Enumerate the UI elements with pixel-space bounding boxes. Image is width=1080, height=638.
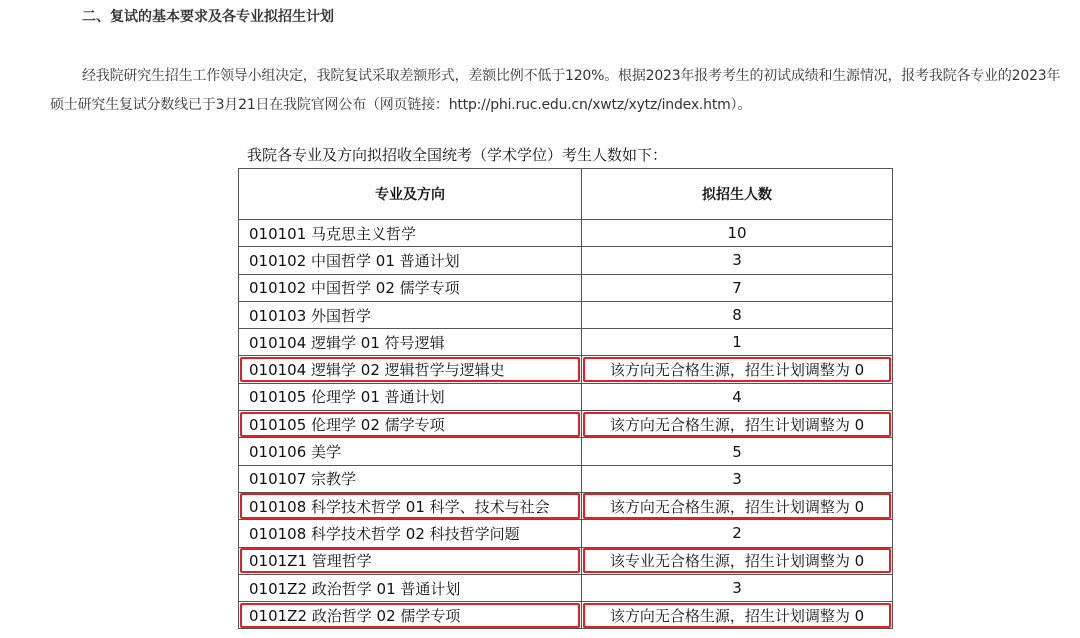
table-row (239, 329, 893, 356)
major-cell: 0101Z2 政治哲学 02 儒学专项 (239, 602, 582, 629)
count-cell: 10 (582, 220, 893, 247)
count-cell: 该方向无合格生源，招生计划调整为 0 (582, 411, 893, 438)
table-row (239, 602, 893, 629)
table-caption: 我院各专业及方向拟招收全国统考（学术学位）考生人数如下： (247, 146, 668, 164)
major-cell: 0101Z2 政治哲学 01 普通计划 (239, 574, 582, 601)
major-cell: 010108 科学技术哲学 01 科学、技术与社会 (239, 492, 582, 519)
major-cell: 0101Z1 管理哲学 (239, 547, 582, 574)
table-row (239, 220, 893, 247)
major-cell: 010101 马克思主义哲学 (239, 220, 582, 247)
table-row (239, 574, 893, 601)
table-header-row (239, 169, 893, 220)
table-row (239, 465, 893, 492)
table-body (239, 220, 893, 629)
major-cell: 010108 科学技术哲学 02 科技哲学问题 (239, 520, 582, 547)
count-cell: 4 (582, 383, 893, 410)
major-cell: 010107 宗教学 (239, 465, 582, 492)
major-cell: 010103 外国哲学 (239, 301, 582, 328)
table-row (239, 520, 893, 547)
major-cell: 010104 逻辑学 02 逻辑哲学与逻辑史 (239, 356, 582, 383)
table-row (239, 247, 893, 274)
count-cell: 该方向无合格生源，招生计划调整为 0 (582, 602, 893, 629)
major-cell: 010104 逻辑学 01 符号逻辑 (239, 329, 582, 356)
count-cell: 3 (582, 574, 893, 601)
major-cell: 010105 伦理学 01 普通计划 (239, 383, 582, 410)
count-cell: 3 (582, 247, 893, 274)
table-row (239, 547, 893, 574)
section-heading: 二、复试的基本要求及各专业拟招生计划 (82, 9, 334, 25)
table-row (239, 356, 893, 383)
header-major: 专业及方向 (239, 169, 582, 220)
count-cell: 该方向无合格生源，招生计划调整为 0 (582, 492, 893, 519)
table-row (239, 411, 893, 438)
table-row (239, 301, 893, 328)
count-cell: 该专业无合格生源，招生计划调整为 0 (582, 547, 893, 574)
count-cell: 8 (582, 301, 893, 328)
major-cell: 010102 中国哲学 01 普通计划 (239, 247, 582, 274)
intro-paragraph: 经我院研究生招生工作领导小组决定，我院复试采取差额形式，差额比例不低于120%。根据2023年报考考生的初试成绩和生源情况，报考我院各专业的2023年硕士研究生复试分数线已于3月21日在我院官网公布（网页链接：http://phi.ruc.edu.cn/xwtz/xytz/index.htm）。 (50, 68, 1061, 113)
major-cell: 010105 伦理学 02 儒学专项 (239, 411, 582, 438)
table-row (239, 274, 893, 301)
major-cell: 010106 美学 (239, 438, 582, 465)
header-count: 拟招生人数 (582, 169, 893, 220)
count-cell: 3 (582, 465, 893, 492)
count-cell: 1 (582, 329, 893, 356)
major-cell: 010102 中国哲学 02 儒学专项 (239, 274, 582, 301)
count-cell: 该方向无合格生源，招生计划调整为 0 (582, 356, 893, 383)
table-row (239, 383, 893, 410)
count-cell: 7 (582, 274, 893, 301)
table-row (239, 492, 893, 519)
table-row (239, 438, 893, 465)
count-cell: 2 (582, 520, 893, 547)
enrollment-plan-table (238, 168, 893, 629)
count-cell: 5 (582, 438, 893, 465)
